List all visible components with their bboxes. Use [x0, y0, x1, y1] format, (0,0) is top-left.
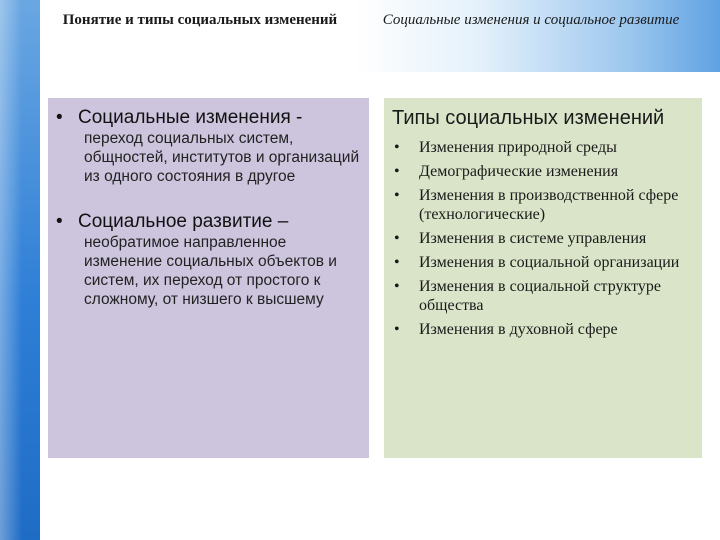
bullet-icon: • [394, 278, 400, 295]
bullet-icon: • [56, 211, 63, 232]
bullet-icon: • [394, 163, 400, 180]
bullet-icon: • [394, 321, 400, 338]
list-item-text: Изменения в производственной сфере (технологические) [419, 187, 679, 223]
definition-social-development: необратимое направленное изменение социальных объектов и систем, их переход от простого к сложному, от низшего к высшему [84, 234, 337, 308]
term-label: Социальные изменения - [78, 107, 303, 128]
list-item [392, 229, 696, 248]
definitions-panel [48, 98, 369, 458]
bullet-icon: • [56, 107, 63, 128]
list-item-text: Демографические изменения [419, 163, 619, 180]
term-label: Социальное развитие – [78, 211, 289, 232]
list-item-text: Изменения в социальной организации [419, 254, 680, 271]
bullet-icon: • [394, 230, 400, 247]
left-band-sheen [0, 0, 22, 540]
list-item [392, 186, 696, 224]
list-item [392, 320, 696, 339]
bullet-icon: • [394, 254, 400, 271]
types-panel [384, 98, 702, 458]
term-social-development [56, 210, 361, 233]
left-decorative-band [0, 0, 40, 540]
list-item [392, 138, 696, 157]
list-item [392, 253, 696, 272]
list-item [392, 277, 696, 315]
list-item [392, 162, 696, 181]
types-title: Типы социальных изменений [392, 107, 665, 129]
slide-subtitle: Социальные изменения и социальное развитие [382, 12, 680, 28]
bullet-icon: • [394, 187, 400, 204]
slide-title: Понятие и типы социальных изменений [62, 12, 338, 28]
definition-social-changes: переход социальных систем, общностей, институтов и организаций из одного состояния в другое [84, 130, 360, 185]
types-list [392, 138, 696, 339]
list-item-text: Изменения в социальной структуре общества [419, 278, 661, 314]
list-item-text: Изменения природной среды [419, 139, 617, 156]
bullet-icon: • [394, 139, 400, 156]
list-item-text: Изменения в духовной сфере [419, 321, 618, 338]
term-social-changes [56, 106, 361, 129]
list-item-text: Изменения в системе управления [419, 230, 647, 247]
